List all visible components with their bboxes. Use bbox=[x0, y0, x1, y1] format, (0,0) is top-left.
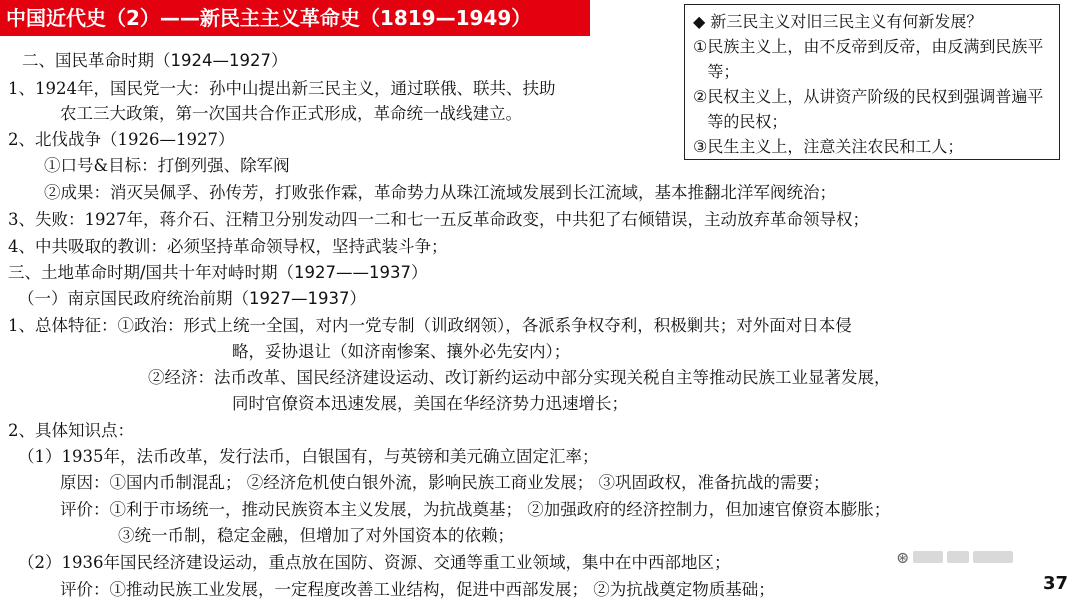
body-line: 农工三大政策，第一次国共合作正式形成，革命统一战线建立。 bbox=[60, 104, 522, 123]
body-line: （1）1935年，法币改革，发行法币，白银国有，与英镑和美元确立固定汇率； bbox=[18, 447, 599, 466]
body-line: 评价：①利于市场统一，推动民族资本主义发展，为抗战奠基； ②加强政府的经济控制力，但加速官僚资本膨胀； bbox=[60, 500, 891, 519]
body-line: ②经济：法币改革、国民经济建设运动、改订新约运动中部分实现关税自主等推动民族工业显著发展， bbox=[148, 368, 891, 387]
wechat-icon: ⊛ bbox=[896, 547, 910, 567]
body-line: ①口号&目标：打倒列强、除军阀 bbox=[44, 156, 290, 175]
callout-item bbox=[693, 34, 1051, 84]
callout-item-number: ③ bbox=[693, 137, 708, 156]
body-line: 评价：①推动民族工业发展，一定程度改善工业结构，促进中西部发展； ②为抗战奠定物质基础； bbox=[60, 580, 775, 599]
callout-item bbox=[693, 134, 1051, 159]
callout-item bbox=[693, 84, 1051, 134]
body-line: ③统一币制，稳定金融，但增加了对外国资本的依赖； bbox=[118, 526, 514, 545]
watermark-blur bbox=[913, 551, 943, 563]
callout-item-text: 民权主义上，从讲资产阶级的民权到强调普遍平等的民权； bbox=[707, 87, 1044, 131]
section-heading: 二、国民革命时期（1924—1927） bbox=[22, 51, 288, 70]
watermark-blur bbox=[947, 551, 969, 563]
body-line: （2）1936年国民经济建设运动，重点放在国防、资源、交通等重工业领域，集中在中西部地区； bbox=[18, 553, 731, 572]
section-heading: 三、土地革命时期/国共十年对峙时期（1927——1937） bbox=[8, 263, 428, 282]
callout-item-text: 民生主义上，注意关注农民和工人； bbox=[707, 137, 964, 156]
body-line: 2、北伐战争（1926—1927） bbox=[8, 130, 235, 149]
callout-item-text: 民族主义上，由不反帝到反帝，由反满到民族平等； bbox=[707, 37, 1044, 81]
body-line: ②成果：消灭吴佩孚、孙传芳，打败张作霖，革命势力从珠江流域发展到长江流域，基本推翻北洋军阀统治； bbox=[44, 183, 836, 202]
page-number: 37 bbox=[1042, 573, 1068, 594]
page-title: 中国近代史（2）——新民主主义革命史（1819—1949） bbox=[0, 0, 590, 36]
body-line: 1、1924年，国民党一大：孙中山提出新三民主义，通过联俄、联共、扶助 bbox=[8, 79, 556, 98]
body-line: 1、总体特征：①政治：形式上统一全国，对内一党专制（训政纲领），各派系争权夺利，积极剿共；对外面对日本侵 bbox=[8, 316, 852, 335]
body-line: 2、具体知识点： bbox=[8, 421, 134, 440]
callout-box bbox=[684, 4, 1060, 160]
body-line: 4、中共吸取的教训：必须坚持革命领导权，坚持武装斗争； bbox=[8, 237, 448, 256]
callout-question: ◆ 新三民主义对旧三民主义有何新发展？ bbox=[693, 12, 983, 31]
callout-item-number: ① bbox=[693, 37, 708, 56]
subsection-heading: （一）南京国民政府统治前期（1927—1937） bbox=[18, 289, 366, 308]
body-line: 略，妥协退让（如济南惨案、攘外必先安内）； bbox=[232, 342, 571, 361]
watermark-blur bbox=[973, 551, 1013, 563]
callout-item-number: ② bbox=[693, 87, 708, 106]
body-line: 3、失败：1927年，蒋介石、汪精卫分别发动四一二和七一五反革命政变，中共犯了右倾错误，主动放弃革命领导权； bbox=[8, 210, 869, 229]
body-line: 同时官僚资本迅速发展，美国在华经济势力迅速增长； bbox=[232, 394, 628, 413]
watermark bbox=[896, 547, 1020, 567]
body-line: 原因：①国内币制混乱； ②经济危机使白银外流，影响民族工商业发展； ③巩固政权，准备抗战的需要； bbox=[60, 473, 830, 492]
